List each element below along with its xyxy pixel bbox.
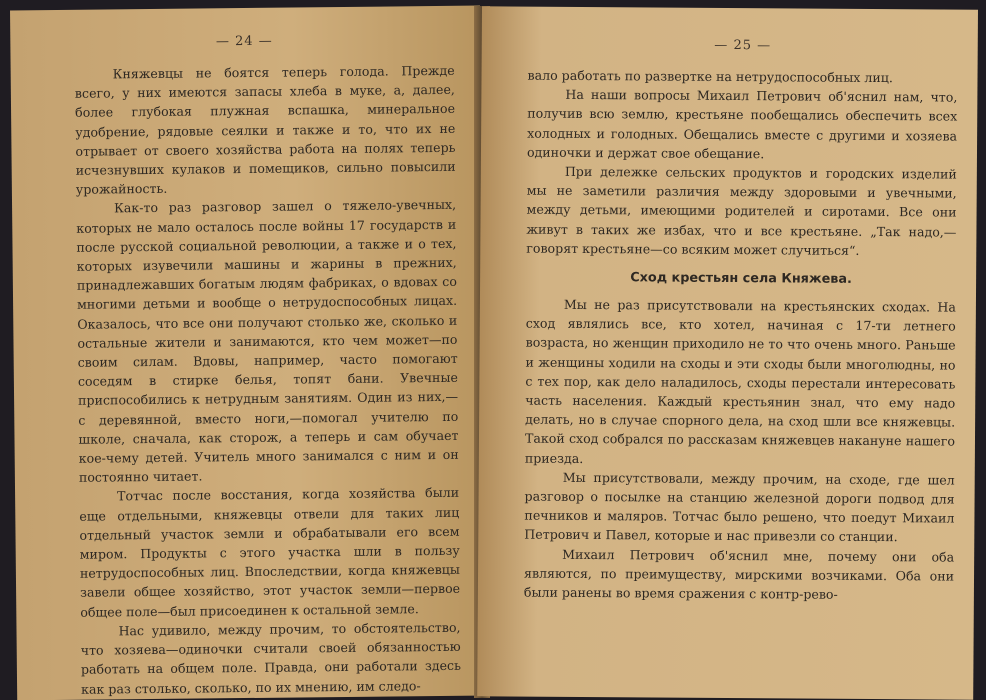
left-page-number: — 24 — xyxy=(215,33,273,50)
right-paragraph-5: Михаил Петрович об'яснил мне, почему они оба являются, по преимуществу, мирскими возчиками. Оба они были ранены во время сражения с контр-рево- xyxy=(523,546,955,602)
left-paragraph-2: Как-то раз разговор зашел о тяжело-увечных, которых не мало осталось после войны 17 государств и после русской социальной революции, а также и о тех, которых изувечили машины и жарины в прежних, принадлежавших богатым людям фабриках, о вдовах со многими детьми и вообще о нетрудоспособных лицах. Оказалось, что все они получают столько же, сколько и остальные жители и занимаются, кто чем может—по своим силам. Вдовы, например, часто помогают соседям в стирке белья, топят бани. Увечные приспособились к нетрудным занятиям. Один из них,—с деревянной, вместо ноги,—помогал учителю по школе, сначала, как сторож, а теперь и сам обучает кое-чему детей. Учитель много занимался с ним и он постоянно читает. xyxy=(76,197,459,486)
right-paragraph-continued: вало работать по развертке на нетрудоспособных лиц. xyxy=(527,67,893,86)
left-paragraph-3: Тотчас после восстания, когда хозяйства были еще отдельными, княжевцы отвели для таких лиц отдельный участок земли и обрабатывали его всем миром. Продукты с этого участка шли в пользу нетрудоспособных лиц. Впоследствии, когда княжевцы завели общее хозяйство, этот участок земли—первое общее поле—был присоединен к остальной земле. xyxy=(79,485,461,620)
right-paragraph-2: При дележке сельских продуктов и городских изделий мы не заметили различия между здоровыми и увечными, между детьми, имеющими родителей и сиротами. Все они живут в таких же избах, что и все крестьяне. „Так надо,—говорят крестьяне—со всяким может случиться“. xyxy=(526,163,957,258)
right-paragraph-1: На наши вопросы Михаил Петрович об'яснил нам, что, получив всю землю, крестьяне пообещались обеспечить всех холодных и голодных. Обещались вместе с другими и хозяева одиночки и держат свое обещание. xyxy=(526,87,958,162)
left-paragraph-1: Княжевцы не боятся теперь голода. Прежде всего, у них имеются запасы хлеба в муке, а, далее, более глубокая плужная вспашка, минеральное удобрение, рядовые сеялки и также и то, что их не отрывает от своего хозяйства работа на полях теперь исчезнувших кулаков и помещиков, сильно повысили урожайность. xyxy=(74,62,456,197)
section-heading: Сход крестьян села Княжева. xyxy=(630,270,852,287)
right-page-number: — 25 — xyxy=(714,37,772,54)
right-paragraph-3: Мы не раз присутствовали на крестьянских сходах. На сход являлись все, кто хотел, начиная с 17-ти летнего возраста, но женщин приходило не то что очень много. Раньше и женщины ходили на сходы и эти сходы были многолюдны, но с тех пор, как дело наладилось, сходы перестали интересовать часть населения. Каждый крестьянин знал, что ему надо делать, но в случае спорного дела, на сход шли все княжевцы. Такой сход собрался по рассказам княжевцев накануне нашего приезда. xyxy=(524,296,956,466)
left-paragraph-4: Нас удивило, между прочим, то обстоятельство, что хозяева—одиночки считали своей обязанностью работать на общем поле. Правда, они работали здесь как раз столько, сколько, по их мнению, им следо- xyxy=(80,619,461,697)
right-page xyxy=(477,6,978,699)
right-paragraph-4: Мы присутствовали, между прочим, на сходе, где шел разговор о посылке на станцию железной дороги подвод для печников и маляров. Тотчас было решено, что поедут Михаил Петрович и Павел, которые и нас привезли со станции. xyxy=(524,469,955,545)
left-page xyxy=(10,6,487,700)
